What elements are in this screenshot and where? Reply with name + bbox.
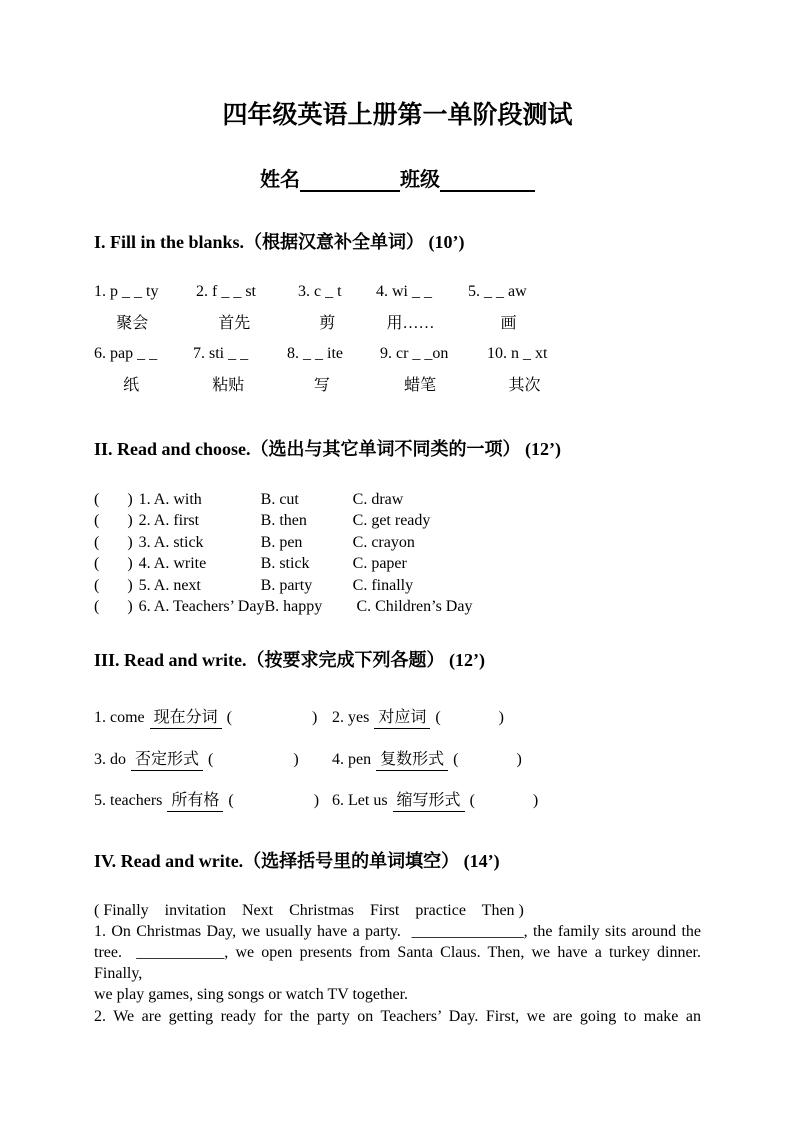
rw-lead: 1. come (94, 708, 145, 726)
section-cloze (94, 847, 705, 1027)
rw-lead: 6. Let us (332, 791, 388, 809)
fill-hint: 聚会 (116, 314, 149, 332)
fill-blanks-row-2 (94, 345, 701, 395)
option-c: C. draw (352, 490, 404, 508)
fill-hint: 纸 (123, 376, 140, 394)
rw-line (94, 787, 701, 810)
rw-item (94, 746, 332, 769)
rw-requirement: 复数形式 (376, 751, 448, 771)
fill-word: 3. c _ t (298, 282, 342, 300)
paren-close: ) (516, 750, 522, 768)
answer-paren: ( ) (94, 490, 133, 508)
paren-open: ( (469, 791, 475, 809)
rw-lead: 2. yes (332, 708, 370, 726)
fill-word: 1. p _ _ ty (94, 282, 159, 300)
word-bank: ( Finally invitation Next Christmas First practice Then ) (94, 901, 524, 919)
paren-open: ( (228, 791, 234, 809)
fill-hint: 画 (500, 314, 517, 332)
fill-hint: 用…… (386, 314, 435, 332)
choose-row (94, 532, 701, 554)
rw-lead: 5. teachers (94, 791, 163, 809)
paren-open: ( (453, 750, 459, 768)
choose-row (94, 596, 701, 618)
paren-close: ) (312, 708, 318, 726)
fill-hint: 首先 (218, 314, 251, 332)
choose-row (94, 510, 701, 532)
fill-hint: 蜡笔 (404, 376, 437, 394)
option-a: 2. A. first (138, 512, 200, 529)
page-title: 四年级英语上册第一单阶段测试 (222, 102, 573, 129)
option-a: 4. A. write (138, 555, 207, 572)
option-b: B. cut (260, 490, 299, 508)
fill-word: 6. pap _ _ (94, 344, 158, 362)
fill-word: 5. _ _ aw (468, 282, 527, 300)
fill-word: 10. n _ xt (487, 344, 548, 362)
paren-close: ) (293, 750, 299, 768)
option-c: C. crayon (352, 533, 415, 551)
option-c: C. paper (352, 555, 407, 572)
fill-item (193, 345, 287, 395)
paren-close: ) (532, 791, 539, 809)
option-c: C. finally (352, 576, 414, 594)
passage-line: tree. ___________, we open presents from Santa Claus. Then, we have a turkey dinner. Finally, (94, 943, 705, 983)
paren-close: ) (313, 791, 320, 809)
name-blank-line (300, 170, 400, 192)
fill-hint: 写 (313, 376, 330, 394)
fill-hint: 其次 (508, 376, 541, 394)
rw-line (94, 746, 701, 769)
fill-item (287, 345, 380, 395)
option-b: B. party (260, 576, 313, 594)
option-a: 1. A. with (138, 490, 202, 508)
rw-item (332, 746, 522, 769)
paren-open: ( (208, 750, 214, 768)
name-class-line (94, 163, 701, 192)
fill-word: 9. cr _ _on (380, 344, 449, 362)
name-label: 姓名 (260, 168, 300, 191)
section-1-heading: I. Fill in the blanks.（根据汉意补全单词） (10’) (94, 231, 465, 252)
fill-item (298, 283, 376, 333)
rw-lead: 3. do (94, 750, 126, 768)
fill-word: 7. sti _ _ (193, 344, 249, 362)
answer-gap (441, 720, 499, 722)
fill-hint: 粘贴 (212, 376, 245, 394)
option-b: B. then (260, 512, 307, 529)
rw-requirement: 缩写形式 (393, 792, 465, 812)
option-a: 6. A. Teachers’ Day (138, 598, 265, 615)
rw-requirement: 现在分词 (150, 709, 222, 729)
fill-hint: 剪 (319, 314, 336, 332)
fill-item (380, 345, 487, 395)
fill-item (468, 283, 576, 333)
fill-word: 4. wi _ _ (376, 282, 432, 300)
section-read-write (94, 646, 701, 810)
paren-open: ( (226, 708, 232, 726)
section-3-heading: III. Read and write.（按要求完成下列各题） (12’) (94, 649, 485, 670)
answer-gap (213, 762, 293, 764)
answer-paren: ( ) (94, 512, 133, 529)
rw-item (332, 704, 504, 727)
rw-line (94, 704, 701, 727)
class-label: 班级 (400, 168, 440, 191)
answer-paren: ( ) (94, 598, 133, 615)
fill-word: 2. f _ _ st (196, 282, 256, 300)
paren-open: ( (435, 708, 441, 726)
paren-close: ) (498, 708, 504, 726)
passage-line: 2. We are getting ready for the party on Teachers’ Day. First, we are going to make an (94, 1007, 701, 1025)
rw-item (94, 787, 332, 810)
answer-gap (232, 720, 312, 722)
option-a: 3. A. stick (138, 533, 204, 551)
answer-gap (475, 803, 533, 805)
section-2-heading: II. Read and choose.（选出与其它单词不同类的一项） (12’) (94, 438, 562, 459)
option-b: B. happy (264, 598, 323, 615)
rw-item (94, 704, 332, 727)
option-c: C. get ready (352, 512, 431, 529)
rw-requirement: 对应词 (374, 709, 430, 729)
answer-paren: ( ) (94, 576, 133, 594)
choose-row (94, 575, 701, 597)
answer-paren: ( ) (94, 555, 133, 572)
cloze-passage (94, 921, 705, 1027)
passage-line: we play games, sing songs or watch TV together. (94, 986, 409, 1004)
option-b: B. stick (260, 555, 310, 572)
choose-row (94, 553, 701, 575)
rw-requirement: 所有格 (167, 792, 223, 812)
rw-requirement: 否定形式 (131, 751, 203, 771)
fill-item (487, 345, 587, 395)
answer-paren: ( ) (94, 533, 133, 551)
fill-word: 8. _ _ ite (287, 344, 343, 362)
fill-item (376, 283, 468, 333)
option-c: C. Children’s Day (356, 598, 473, 615)
choose-rows (94, 489, 701, 618)
choose-row (94, 489, 701, 511)
fill-blanks-row-1 (94, 283, 701, 333)
option-b: B. pen (260, 533, 303, 551)
answer-gap (458, 762, 516, 764)
fill-item (94, 283, 196, 333)
section-read-choose (94, 435, 701, 618)
fill-item (196, 283, 298, 333)
rw-lead: 4. pen (332, 750, 372, 768)
fill-item (94, 345, 193, 395)
option-a: 5. A. next (138, 576, 201, 594)
section-4-heading: IV. Read and write.（选择括号里的单词填空） (14’) (94, 850, 500, 871)
passage-line: 1. On Christmas Day, we usually have a party. ______________, the family sits around the (94, 922, 701, 940)
class-blank-line (440, 170, 535, 192)
section-fill-blanks (94, 228, 701, 395)
answer-gap (234, 803, 314, 805)
rw-item (332, 787, 538, 810)
